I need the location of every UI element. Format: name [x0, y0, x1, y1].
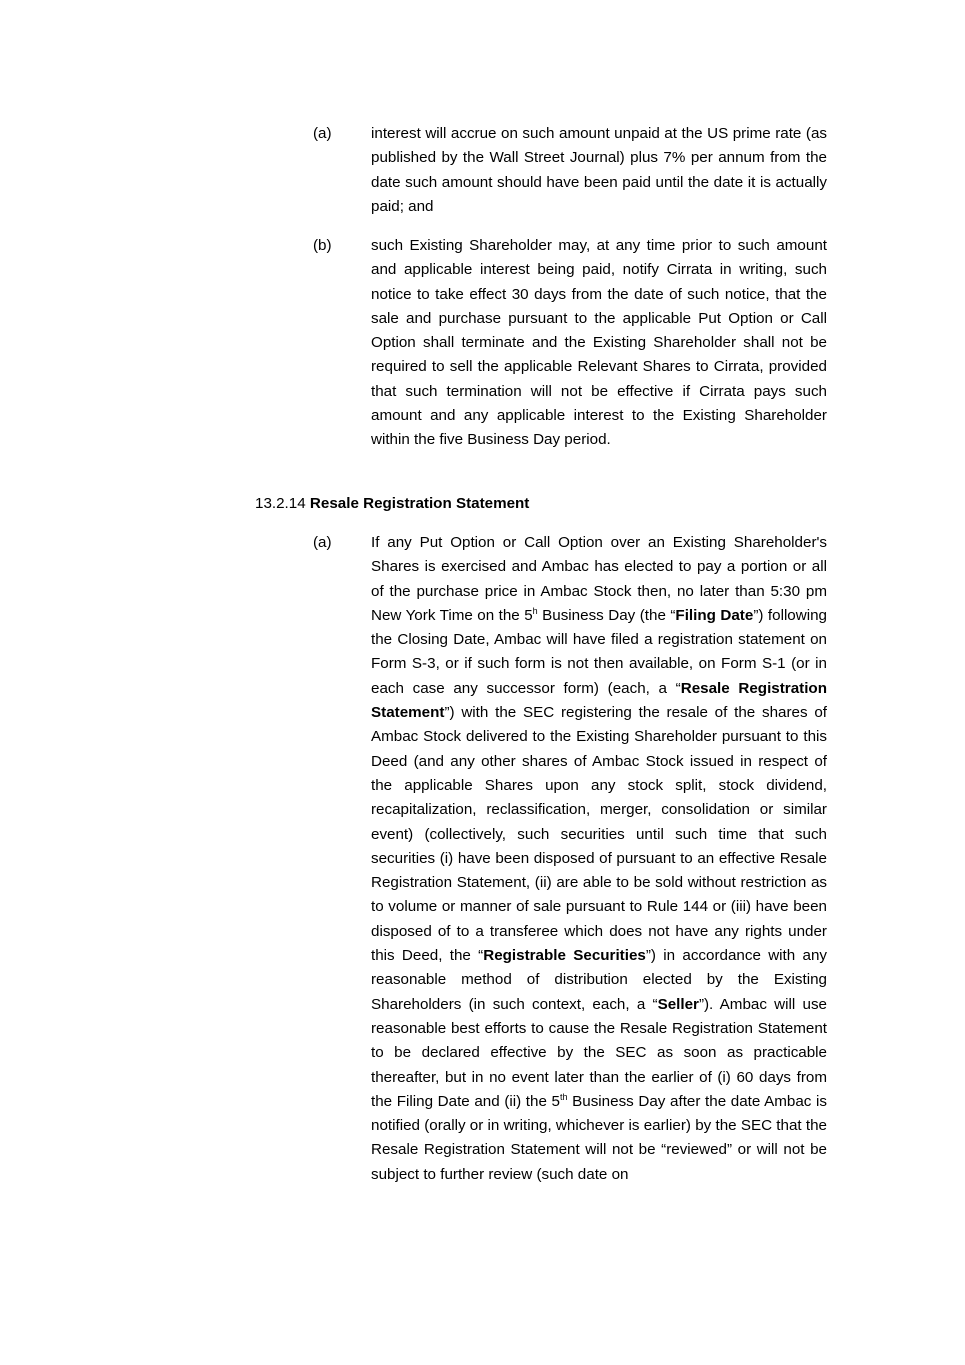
clause-text — [371, 531, 827, 1187]
defined-term-filing-date: Filing Date — [675, 606, 754, 624]
clause-item-a-interest — [313, 122, 827, 219]
section-number: 13.2.14 — [255, 495, 306, 512]
clause-text: interest will accrue on such amount unpaid at the US prime rate (as published by the Wall Street Journal) plus 7% per annum from the date such amount should have been paid until the date it is actually paid; and — [371, 125, 827, 215]
defined-term-registrable-securities: Registrable Securities — [483, 947, 646, 965]
section-heading — [255, 492, 827, 516]
text-run: ”). Ambac will use reasonable best efforts to cause the Resale Registration Statement to be declared effective by the SEC as soon as practicable thereafter, but in no event later than the earlier of (i) 60 days from the Filing Date and (ii) the 5 — [371, 995, 827, 1110]
text-run: ”) following the Closing Date, Ambac will have filed a registration statement on Form S-3, or if such form is not then available, on Form S-1 (or in each case any successor form) (each, a “ — [371, 606, 827, 697]
clause-label: (b) — [313, 237, 332, 254]
text-run: If any Put Option or Call Option over an Existing Shareholder's Shares is exercised and Ambac has elected to pay a portion or all of the purchase price in Ambac Stock then, no later than 5:30 pm New York Time on the 5 — [371, 534, 827, 624]
clause-label: (a) — [313, 125, 332, 142]
defined-term-seller: Seller — [657, 995, 699, 1013]
clause-label: (a) — [313, 534, 332, 551]
text-run: ”) with the SEC registering the resale of the shares of Ambac Stock delivered to the Existing Shareholder pursuant to this Deed (and any other shares of Ambac Stock issued in respect of the applicable Shares upon any stock split, stock dividend, recapitalization, reclassification, merger, consolidation or similar event) (collectively, such securities until such time that such securities (i) have been disposed of pursuant to an effective Resale Registration Statement, (ii) are able to be sold without restriction as to volume or manner of sale pursuant to Rule 144 or (iii) have been disposed of to a transferee which does not have any rights under this Deed, the “ — [371, 704, 827, 965]
superscript: th — [560, 1091, 568, 1102]
text-run: Business Day after the date Ambac is notified (orally or in writing, whichever is earlier) by the SEC that the Resale Registration Statement will not be “reviewed” or will not be subject to further review (such date on — [371, 1092, 827, 1183]
text-run: Business Day (the “ — [537, 606, 676, 624]
superscript: h — [532, 605, 538, 616]
clause-item-a-registration — [313, 531, 827, 1187]
section-title: Resale Registration Statement — [309, 495, 530, 512]
clause-text: such Existing Shareholder may, at any time prior to such amount and applicable interest being paid, notify Cirrata in writing, such notice to take effect 30 days from the date of such notice, that the sale and purchase pursuant to the applicable Put Option or Call Option shall terminate and the Existing Shareholder shall not be required to sell the applicable Relevant Shares to Cirrata, provided that such termination will not be effective if Cirrata pays such amount and any applicable interest to the Existing Shareholder within the five Business Day period. — [371, 237, 827, 449]
clause-item-b-termination — [313, 234, 827, 453]
text-run: ”) in accordance with any reasonable method of distribution elected by the Existing Shareholders (in such context, each, a “ — [371, 947, 827, 1013]
defined-term-resale-registration-statement: Resale Registration Statement — [371, 679, 827, 722]
